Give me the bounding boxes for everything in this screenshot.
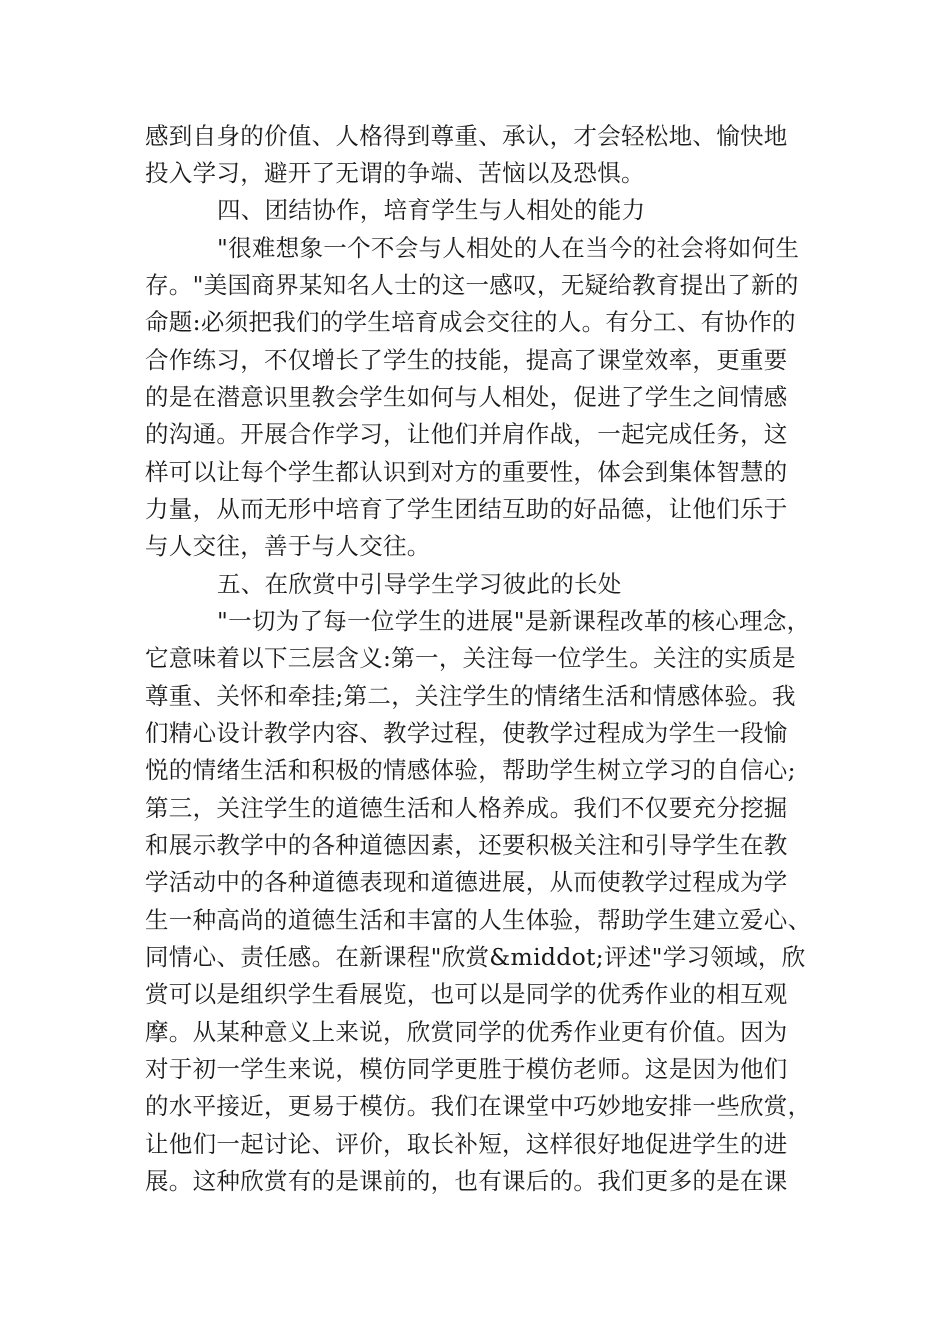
text-line: 们精心设计教学内容、教学过程，使教学过程成为学生一段愉	[145, 719, 788, 747]
text-line: 第三，关注学生的道德生活和人格养成。我们不仅要充分挖掘	[145, 794, 788, 822]
text-line: 赏可以是组织学生看展览，也可以是同学的优秀作业的相互观	[145, 980, 788, 1008]
text-line: 存。"美国商界某知名人士的这一感叹，无疑给教育提出了新的	[145, 271, 799, 299]
text-line: 投入学习，避开了无谓的争端、苦恼以及恐惧。	[145, 159, 645, 187]
text-line: 悦的情绪生活和积极的情感体验，帮助学生树立学习的自信心;	[145, 756, 796, 784]
text-line: 它意味着以下三层含义:第一，关注每一位学生。关注的实质是	[145, 644, 796, 672]
section-heading: 五、在欣赏中引导学生学习彼此的长处	[217, 570, 622, 598]
text-line: 命题:必须把我们的学生培育成会交往的人。有分工、有协作的	[145, 308, 796, 336]
text-line: "一切为了每一位学生的进展"是新课程改革的核心理念，	[217, 607, 811, 635]
text-line: 生一种高尚的道德生活和丰富的人生体验，帮助学生建立爱心、	[145, 906, 812, 934]
text-line: "很难想象一个不会与人相处的人在当今的社会将如何生	[217, 234, 800, 262]
text-line: 尊重、关怀和牵挂;第二，关注学生的情绪生活和情感体验。我	[145, 682, 796, 710]
text-line: 感到自身的价值、人格得到尊重、承认，才会轻松地、愉快地	[145, 122, 788, 150]
text-line: 展。这种欣赏有的是课前的，也有课后的。我们更多的是在课	[145, 1167, 788, 1195]
text-line: 学活动中的各种道德表现和道德进展，从而使教学过程成为学	[145, 868, 788, 896]
text-line: 和展示教学中的各种道德因素，还要积极关注和引导学生在教	[145, 831, 788, 859]
section-heading: 四、团结协作，培育学生与人相处的能力	[217, 196, 646, 224]
text-line: 的水平接近，更易于模仿。我们在课堂中巧妙地安排一些欣赏，	[145, 1092, 812, 1120]
text-line: 摩。从某种意义上来说，欣赏同学的优秀作业更有价值。因为	[145, 1018, 788, 1046]
text-line: 力量，从而无形中培育了学生团结互助的好品德，让他们乐于	[145, 495, 788, 523]
text-line: 的是在潜意识里教会学生如何与人相处，促进了学生之间情感	[145, 383, 788, 411]
text-line: 同情心、责任感。在新课程"欣赏&middot;评述"学习领域，欣	[145, 943, 806, 971]
text-line: 的沟通。开展合作学习，让他们并肩作战，一起完成任务，这	[145, 420, 788, 448]
text-line: 合作练习，不仅增长了学生的技能，提高了课堂效率，更重要	[145, 346, 788, 374]
text-line: 与人交往，善于与人交往。	[145, 532, 431, 560]
text-line: 让他们一起讨论、评价，取长补短，这样很好地促进学生的进	[145, 1130, 788, 1158]
text-line: 样可以让每个学生都认识到对方的重要性，体会到集体智慧的	[145, 458, 788, 486]
text-line: 对于初一学生来说，模仿同学更胜于模仿老师。这是因为他们	[145, 1055, 788, 1083]
